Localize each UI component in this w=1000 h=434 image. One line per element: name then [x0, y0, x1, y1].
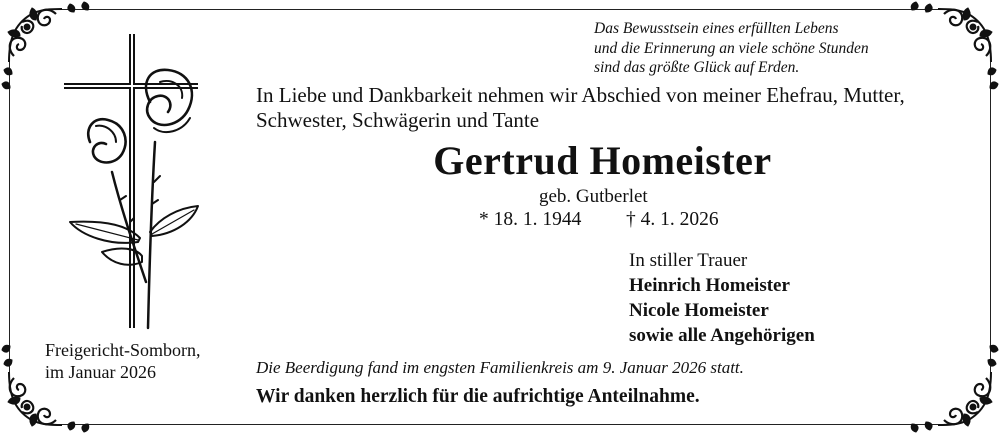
place-and-date — [45, 339, 200, 383]
mourner-name: Nicole Homeister — [629, 300, 769, 321]
mourner-name: sowie alle Angehörigen — [629, 325, 815, 346]
place-line: Freigericht-Somborn, — [45, 340, 201, 360]
quote-line: und die Erinnerung an viele schöne Stunden — [594, 39, 869, 57]
quote-line: sind das größte Glück auf Erden. — [594, 59, 800, 76]
mourners-block — [629, 248, 815, 348]
death-date: † 4. 1. 2026 — [626, 209, 719, 230]
place-line: im Januar 2026 — [45, 362, 156, 382]
thanks-text: Wir danken herzlich für die aufrichtige Anteilnahme. — [256, 386, 700, 407]
quote-line: Das Bewusstsein eines erfüllten Lebens — [594, 20, 839, 37]
ornamental-corner-icon — [890, 324, 1000, 434]
border-top — [58, 9, 942, 10]
ornamental-corner-icon — [890, 0, 1000, 110]
mourners-heading: In stiller Trauer — [629, 250, 748, 271]
birth-date: * 18. 1. 1944 — [479, 209, 582, 230]
deceased-name: Gertrud Homeister — [433, 138, 772, 183]
intro-line: Schwester, Schwägerin und Tante — [256, 108, 540, 132]
intro-line: In Liebe und Dankbarkeit nehmen wir Abschied von meiner Ehefrau, Mutter, — [256, 83, 905, 107]
mourner-name: Heinrich Homeister — [629, 275, 790, 296]
border-bottom — [58, 424, 942, 425]
epigraph-quote — [594, 19, 869, 78]
funeral-notice: Die Beerdigung fand im engsten Familienkreis am 9. Januar 2026 statt. — [256, 358, 744, 377]
intro-text — [256, 83, 905, 133]
birth-name: geb. Gutberlet — [539, 186, 648, 207]
